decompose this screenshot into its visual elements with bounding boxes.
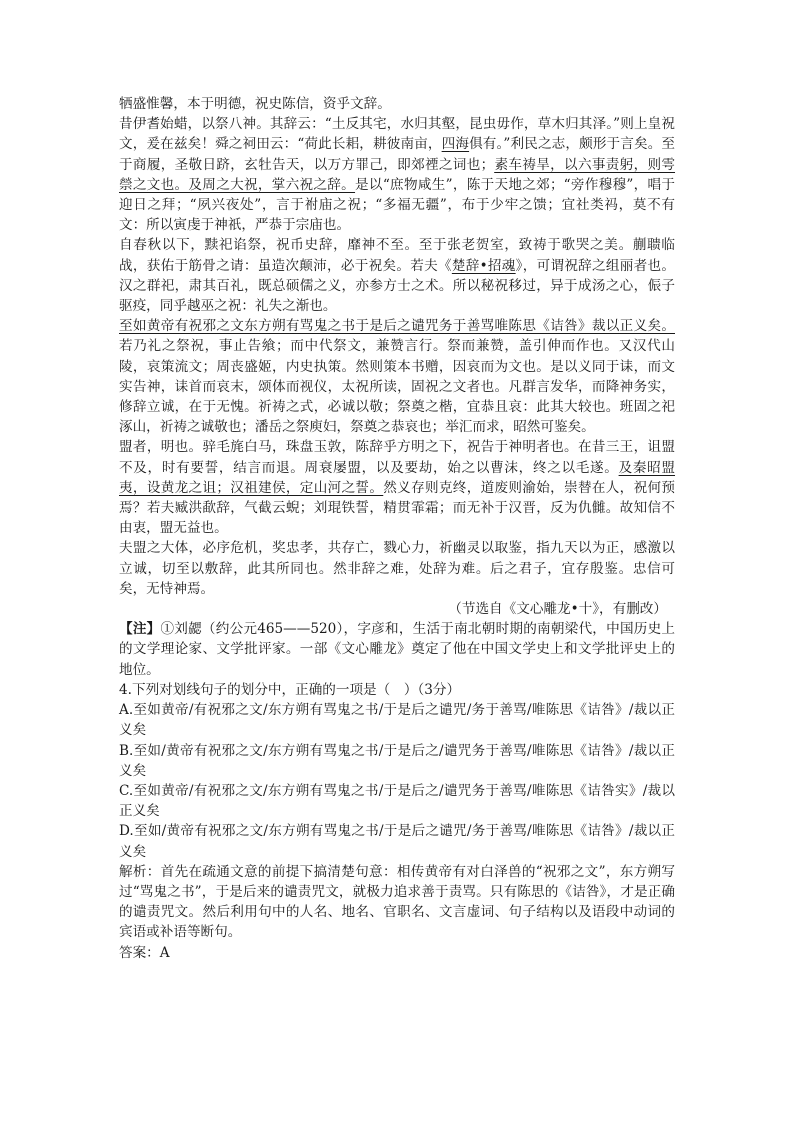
- paragraph-text: 俱有。”利民之志，颇形于言矣。至于商履，圣敬日跻，玄牡告天，以万方罪己，即郊禋之词也；: [119, 136, 676, 173]
- paragraph-text: 是以“庶物咸生”，陈于天地之郊；“旁作穆穆”，唱于迎日之拜；“夙兴夜处”，言于祔庙之祝；“多福无疆”，布于少牢之馈；宜社类祃，莫不有文：所以寅虔于神祇，严恭于宗庙也。: [119, 176, 676, 234]
- paragraph-text: 盟者，明也。骍毛旄白马，珠盘玉敦，陈辞乎方明之下，祝告于神明者也。在昔三王，诅盟不及，时有要誓，结言而退。周衰屡盟，以及要劫，始之以曹沫，终之以毛遂。: [119, 439, 675, 476]
- paragraph-text: 自春秋以下，黩祀谄祭，祝币史辞，靡神不至。至于张老贺室，致祷于歌哭之美。蒯聩临战，获佑于筋骨之请：虽造次颠沛，必于祝矣。若夫《: [119, 237, 675, 274]
- option-b: B.至如/黄帝有祝邪之文/东方朔有骂鬼之书/于是后之/谴咒务于善骂/唯陈思《诘咎》/裁以正义矣: [119, 742, 675, 779]
- footnote: [119, 619, 675, 680]
- question-stem: 4.下列对划线句子的划分中，正确的一项是（ ）（3分）: [119, 681, 461, 698]
- underlined-sentence: 及秦昭盟夷，设黄龙之诅；汉祖建侯，定山河之誓。: [119, 459, 676, 496]
- footnote-text: ①刘勰（约公元465——520），字彦和，生活于南北朝时期的南朝梁代，中国历史上的文学理论家、文学批评家。一部《文心雕龙》奠定了他在中国文学史上和文学批评史上的地位。: [119, 621, 676, 678]
- paragraph-text: 牺盛惟馨，本于明德，祝史陈信，资乎文辞。: [119, 96, 391, 112]
- option-a: A.至如黄帝/有祝邪之文/东方朔有骂鬼之书/于是后之谴咒/务于善骂/唯陈思《诘咎》/裁以正义矣: [119, 702, 675, 739]
- footnote-label: 【注】: [119, 621, 161, 638]
- underlined-text: 楚辞•招魂: [451, 257, 516, 274]
- analysis-text: 解析：首先在疏通文意的前提下搞清楚句意：相传黄帝有对白泽兽的“祝邪之文”，东方朔写过“骂鬼之书”，于是后来的谴责咒文，就极力追求善于责骂。只有陈思的《诘咎》，才是正确的谴责咒文。然后利用句中的人名、地名、官职名、文言虚词、句子结构以及语段中动词的宾语或补语等断句。: [119, 863, 675, 941]
- paragraph-text: 昔伊耆始蜡，以祭八神。其辞云：“土反其宅，水归其壑，昆虫毋作，草木归其泽。”则上皇祝文，爰在兹矣！舜之祠田云：“荷此长耜，耕彼南亩，: [119, 116, 675, 153]
- underlined-text: 四海: [441, 136, 470, 153]
- paragraph-text: 夫盟之大体，必序危机，奖忠孝，共存亡，戮心力，祈幽灵以取鉴，指九天以为正，感激以立诚，切至以敷辞，此其所同也。然非辞之难，处辞为难。后之君子，宜存殷鉴。忠信可矣，无恃神焉。: [119, 540, 675, 597]
- passage-paragraph-1: [119, 94, 675, 114]
- document-page: [119, 94, 675, 963]
- passage-paragraph-4: [119, 316, 675, 437]
- paragraph-text: 若乃礼之祭祝，事止告飨；而中代祭文，兼赞言行。祭而兼赞，盖引伸而作也。又汉代山陵，哀策流文；周丧盛姬，内史执策。然则策本书赠，因哀而为文也。是以义同于诔，而文实告神，诔首而哀末，颂体而视仪，太祝所读，固祝之文者也。凡群言发华，而降神务实，修辞立诚，在于无愧。祈祷之式，必诚以敬；祭奠之楷，宜恭且哀：此其大较也。班固之祀涿山，祈祷之诚敬也；潘岳之祭庾妇，祭奠之恭哀也；举汇而求，昭然可鉴矣。: [119, 338, 675, 436]
- underlined-sentence: 素车祷旱，以六事责躬，则雩禜之文也。及周之大祝，掌六祝之辞。: [119, 156, 676, 193]
- paragraph-text: 》，可谓祝辞之组丽者也。汉之群祀，肃其百礼，既总硕儒之义，亦参方士之术。所以秘祝移过，异于成汤之心，侲子驱疫，同乎越巫之祝：礼失之渐也。: [119, 257, 675, 315]
- option-c: C.至如黄帝/有祝邪之文/东方朔有骂鬼之书/于是后之/谴咒务于善骂/唯陈思《诘咎实》/裁以正义矣: [119, 782, 675, 820]
- passage-paragraph-2: [119, 114, 675, 235]
- source-citation: （节选自《文心雕龙•十》，有删改）: [448, 601, 667, 618]
- passage-paragraph-5: [119, 437, 675, 538]
- answer-text: 答案：A: [119, 944, 170, 961]
- underlined-question-sentence: 至如黄帝有祝邪之文东方朔有骂鬼之书于是后之谴咒务于善骂唯陈思《诘咎》裁以正义矣。: [119, 318, 675, 335]
- passage-paragraph-6: [119, 538, 675, 599]
- option-d: D.至如/黄帝有祝邪之文/东方朔有骂鬼之书/于是后之谴咒/务于善骂/唯陈思《诘咎》/裁以正义矣: [119, 823, 675, 860]
- paragraph-text: 然义存则克终，道废则渝始，崇替在人，祝何预焉？若夫臧洪歃辞，气截云蜺；刘琨铁誓，精贯霏霜；而无补于汉晋，反为仇雠。故知信不由衷，盟无益也。: [119, 479, 675, 537]
- passage-paragraph-3: [119, 235, 675, 316]
